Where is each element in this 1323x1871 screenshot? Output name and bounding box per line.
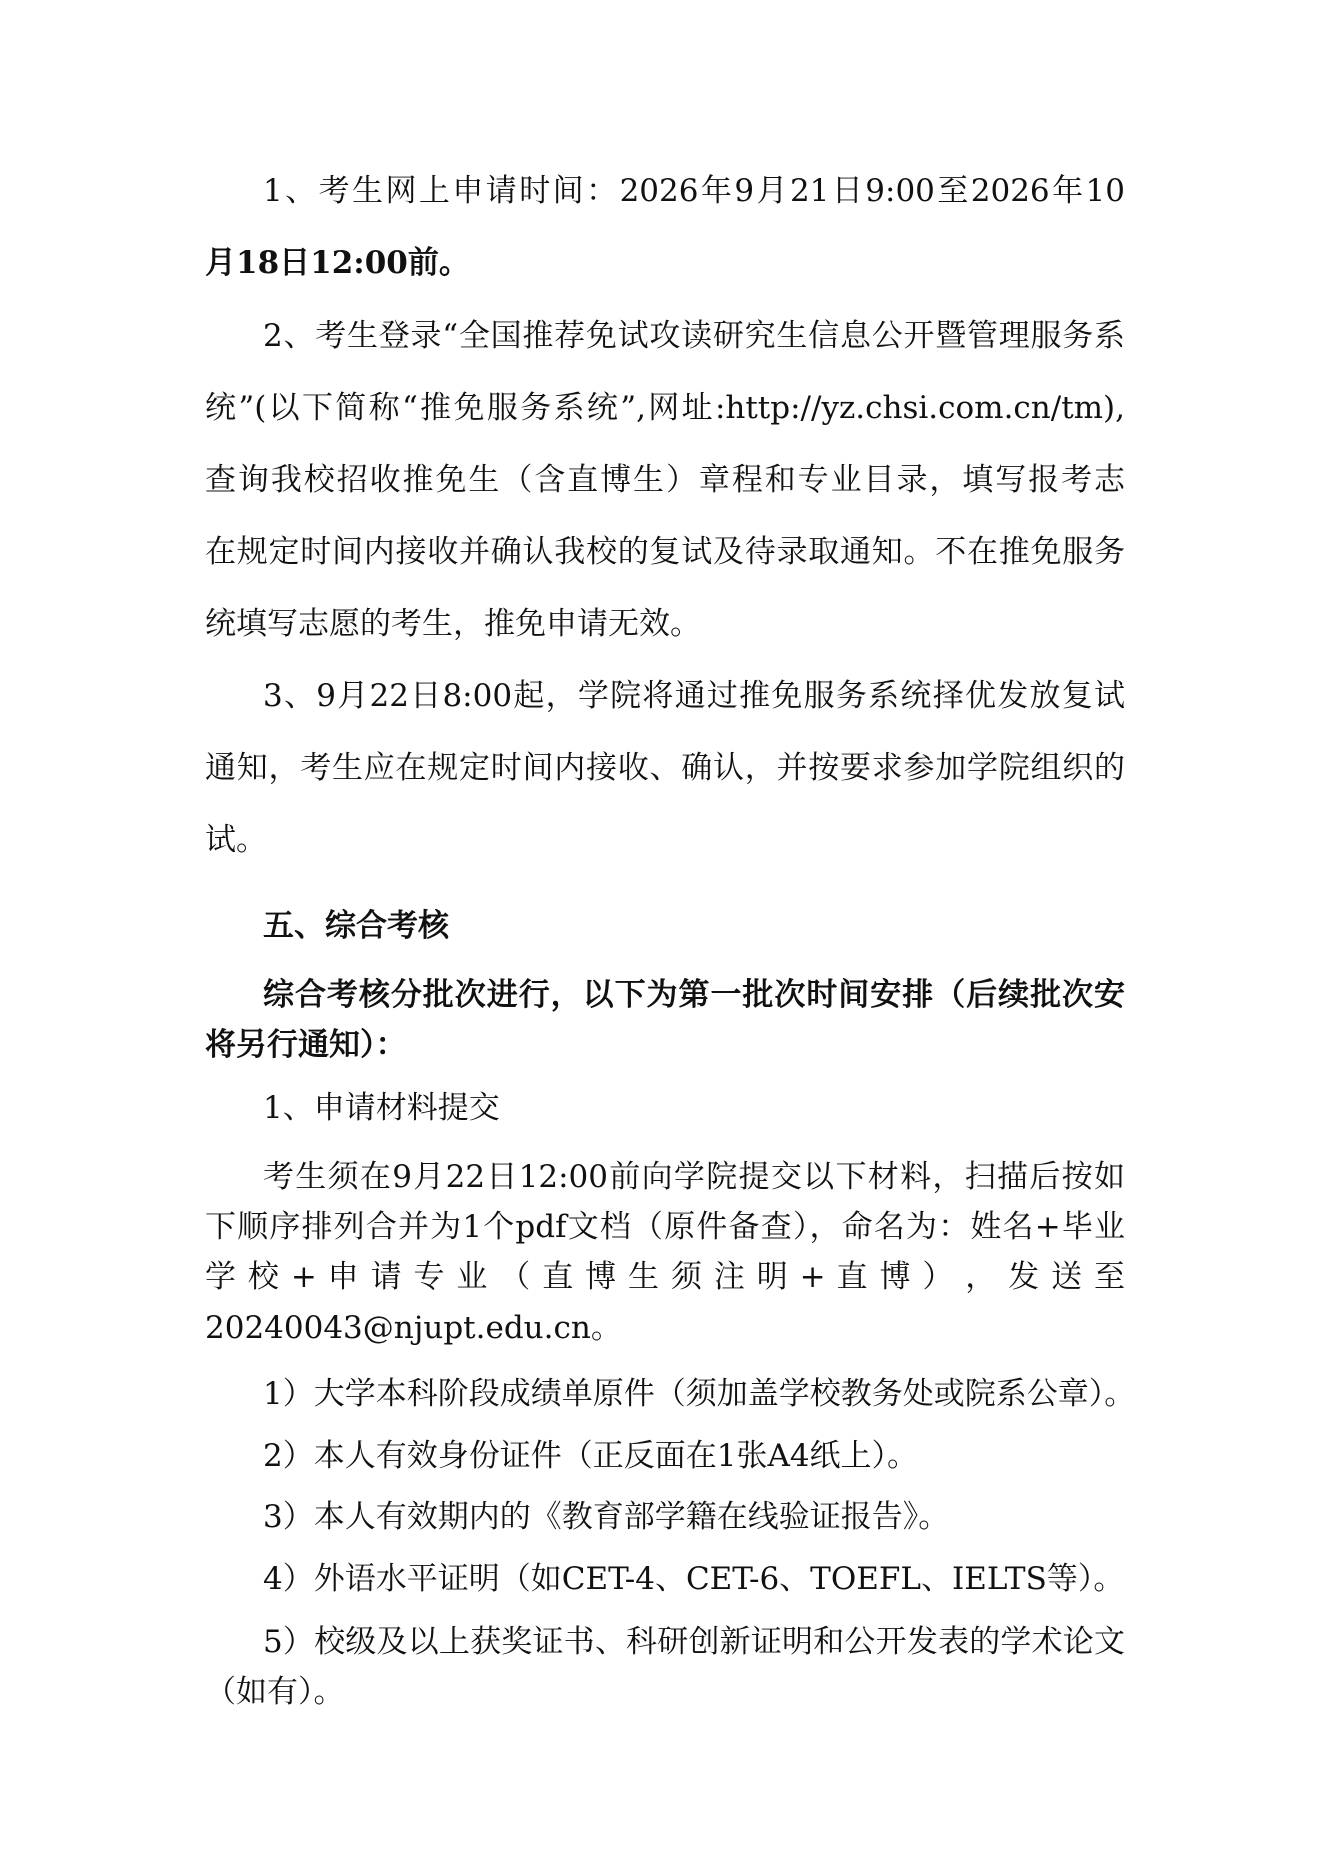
text-line: 3）本人有效期内的《教育部学籍在线验证报告》。 bbox=[263, 1499, 950, 1535]
text-line: 统填写志愿的考生，推免申请无效。 bbox=[205, 606, 701, 642]
text-line: 20240043@njupt.edu.cn。 bbox=[205, 1310, 622, 1346]
text-line: 在规定时间内接收并确认我校的复试及待录取通知。不在推免服务 bbox=[205, 534, 1125, 570]
text-line: 1、申请材料提交 bbox=[263, 1090, 500, 1126]
text-line: 2、考生登录“全国推荐免试攻读研究生信息公开暨管理服务系 bbox=[263, 318, 1125, 354]
text-line: 通知，考生应在规定时间内接收、确认，并按要求参加学院组织的 bbox=[205, 750, 1125, 786]
text-line: 将另行通知）： bbox=[205, 1027, 407, 1063]
text-line: 五、综合考核 bbox=[263, 908, 449, 944]
text-line: 考生须在9月22日12:00前向学院提交以下材料，扫描后按如 bbox=[263, 1159, 1125, 1195]
text-line: 学 校 + 申 请 专 业 （ 直 博 生 须 注 明 + 直 博 ） ， 发 送 至 bbox=[205, 1259, 1125, 1295]
text-line: （如有）。 bbox=[205, 1674, 345, 1710]
text-line: 3、9月22日8:00起，学院将通过推免服务系统择优发放复试 bbox=[263, 678, 1125, 714]
text-line: 查询我校招收推免生（含直博生）章程和专业目录，填写报考志 bbox=[205, 462, 1125, 498]
text-line: 4）外语水平证明（如CET-4、CET-6、TOEFL、IELTS等）。 bbox=[263, 1561, 1125, 1597]
text-line: 试。 bbox=[205, 822, 267, 858]
text-line: 下顺序排列合并为1个pdf文档（原件备查），命名为：姓名+毕业 bbox=[205, 1209, 1125, 1245]
text-line: 2）本人有效身份证件（正反面在1张A4纸上）。 bbox=[263, 1438, 919, 1474]
text-line: 1）大学本科阶段成绩单原件（须加盖学校教务处或院系公章）。 bbox=[263, 1376, 1136, 1412]
text-line: 统”(以下简称“推免服务系统”,网址:http://yz.chsi.com.cn/tm), bbox=[205, 390, 1125, 426]
text-line: 综合考核分批次进行，以下为第一批次时间安排（后续批次安 bbox=[263, 977, 1125, 1013]
text-line: 月18日12:00前。 bbox=[205, 245, 470, 281]
text-line: 1、考生网上申请时间：2026年9月21日9:00至2026年10 bbox=[263, 173, 1125, 209]
text-line: 5）校级及以上获奖证书、科研创新证明和公开发表的学术论文 bbox=[263, 1624, 1125, 1660]
